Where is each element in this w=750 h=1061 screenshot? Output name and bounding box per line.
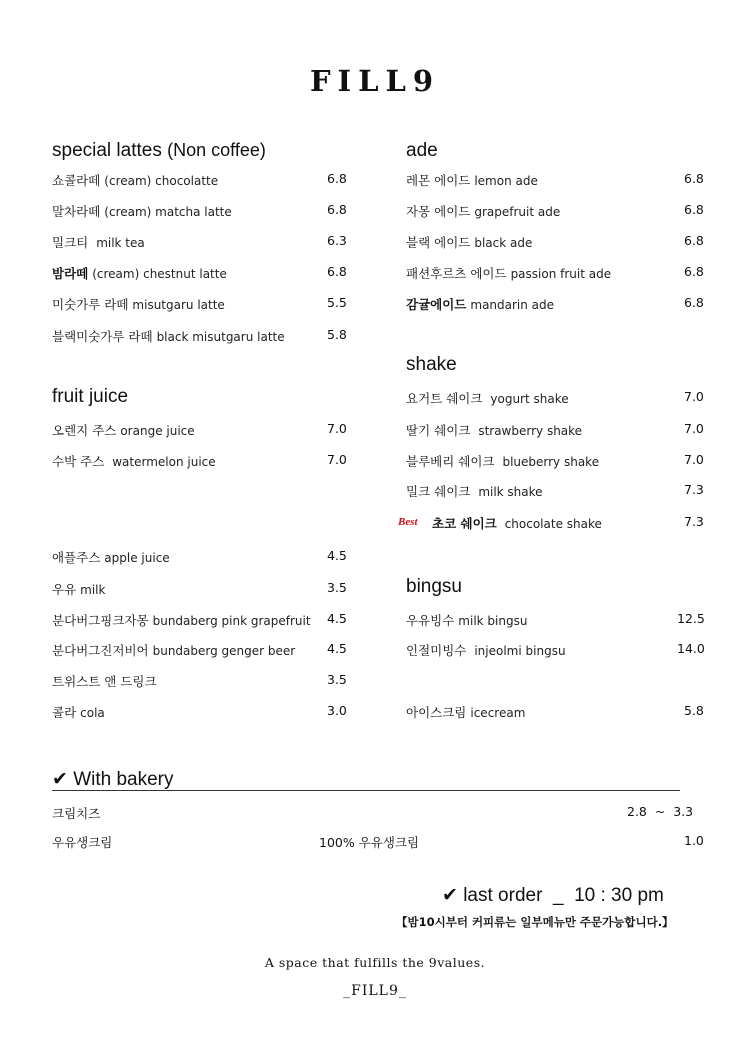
item-ko: 블루베리 쉐이크	[406, 454, 495, 469]
fruit-juice-heading: fruit juice	[52, 386, 129, 407]
item-price: 4.5	[327, 611, 347, 626]
item-en: cola	[80, 706, 105, 720]
item-ko: 트위스트 앤 드링크	[52, 674, 157, 689]
menu-item	[406, 641, 566, 659]
item-ko: 레몬 에이드	[406, 173, 471, 188]
item-en: orange juice	[120, 424, 195, 438]
item-ko: 수박 주스	[52, 454, 105, 469]
bakery-item: 우유생크림	[52, 835, 113, 850]
menu-item	[52, 202, 232, 220]
item-price: 3.0	[327, 703, 347, 718]
item-en: bundaberg genger beer	[152, 644, 296, 658]
item-price: 7.0	[684, 421, 704, 436]
bakery-item: 크림치즈	[52, 806, 101, 821]
check-icon: ✔	[52, 769, 68, 790]
item-en: milk shake	[478, 485, 543, 499]
menu-item	[52, 421, 195, 439]
item-price: 3.5	[327, 580, 347, 595]
menu-item	[406, 202, 560, 220]
tagline: A space that fulfills the 9values.	[264, 955, 486, 970]
item-ko: 밤라떼	[52, 266, 89, 281]
item-en: milk bingsu	[458, 614, 528, 628]
item-en: apple juice	[104, 551, 170, 565]
item-en: grapefruit ade	[474, 205, 561, 219]
item-en: blueberry shake	[502, 455, 600, 469]
menu-item	[406, 264, 611, 282]
ade-heading: ade	[406, 140, 438, 161]
item-price: 1.0	[684, 833, 704, 848]
item-ko: 쇼콜라떼	[52, 173, 101, 188]
item-ko: 딸기 쉐이크	[406, 423, 471, 438]
item-en: (cream) chocolatte	[104, 174, 219, 188]
item-en: injeolmi bingsu	[474, 644, 566, 658]
item-price: 6.8	[327, 264, 347, 279]
item-ko: 콜라	[52, 705, 77, 720]
item-price: 6.8	[684, 171, 704, 186]
item-ko: 우유	[52, 582, 77, 597]
item-price: 6.8	[684, 295, 704, 310]
item-ko: 블랙 에이드	[406, 235, 471, 250]
menu-item	[406, 421, 582, 439]
menu-item	[52, 548, 170, 566]
menu-item	[406, 703, 525, 721]
menu-item	[52, 452, 216, 470]
menu-item	[406, 389, 569, 407]
menu-item	[52, 233, 145, 251]
section-title: special lattes	[52, 140, 162, 161]
item-ko: 밀크티	[52, 235, 89, 250]
item-en: misutgaru latte	[132, 298, 225, 312]
item-en: black misutgaru latte	[156, 330, 285, 344]
item-ko: 인절미빙수	[406, 643, 467, 658]
item-price: 7.0	[684, 452, 704, 467]
item-price: 5.8	[684, 703, 704, 718]
item-price: 7.0	[327, 452, 347, 467]
last-order-text: last order _ 10 : 30 pm	[463, 885, 664, 906]
item-en: milk tea	[96, 236, 145, 250]
menu-item	[52, 672, 157, 690]
item-price: 3.5	[327, 672, 347, 687]
last-order	[442, 884, 664, 907]
menu-item	[406, 452, 599, 470]
item-en: bundaberg pink grapefruit	[152, 614, 311, 628]
bakery-note: 100% 우유생크림	[319, 835, 420, 850]
item-price: 6.8	[327, 202, 347, 217]
footer-brand: _FILL9_	[343, 983, 407, 999]
item-ko: 밀크 쉐이크	[406, 484, 471, 499]
notice: 【밤10시부터 커피류는 일부메뉴만 주문가능합니다.】	[396, 915, 674, 929]
item-price: 4.5	[327, 641, 347, 656]
item-ko: 자몽 에이드	[406, 204, 471, 219]
item-ko: 애플주스	[52, 550, 101, 565]
item-price: 6.8	[684, 233, 704, 248]
item-en: black ade	[474, 236, 533, 250]
item-ko: 아이스크림	[406, 705, 467, 720]
menu-item	[432, 514, 602, 532]
bakery-heading	[52, 768, 174, 791]
item-price: 6.8	[684, 264, 704, 279]
item-ko: 우유빙수	[406, 613, 455, 628]
item-price: 7.0	[327, 421, 347, 436]
check-icon: ✔	[442, 885, 458, 906]
item-ko: 분다버그진저비어	[52, 643, 149, 658]
best-badge: Best	[398, 516, 418, 528]
bingsu-heading: bingsu	[406, 576, 462, 597]
menu-item	[52, 611, 311, 629]
special-lattes-heading	[52, 140, 266, 162]
item-ko: 감귤에이드	[406, 297, 467, 312]
item-ko: 초코 쉐이크	[432, 516, 497, 531]
item-en: passion fruit ade	[510, 267, 612, 281]
menu-item	[406, 482, 543, 500]
item-price: 7.3	[684, 514, 704, 529]
menu-item	[52, 703, 105, 721]
menu-item	[406, 295, 554, 313]
item-price: 5.8	[327, 327, 347, 342]
menu-item	[406, 611, 527, 629]
item-en: watermelon juice	[112, 455, 216, 469]
item-en: (cream) chestnut latte	[92, 267, 227, 281]
item-price: 5.5	[327, 295, 347, 310]
item-en: lemon ade	[474, 174, 538, 188]
item-ko: 패션후르츠 에이드	[406, 266, 507, 281]
item-ko: 말차라떼	[52, 204, 101, 219]
section-subtitle: (Non coffee)	[167, 140, 266, 160]
item-ko: 블랙미숫가루 라떼	[52, 329, 153, 344]
item-price: 6.8	[684, 202, 704, 217]
menu-item	[52, 641, 295, 659]
item-en: (cream) matcha latte	[104, 205, 232, 219]
bakery-title: With bakery	[73, 769, 174, 790]
divider	[52, 790, 680, 791]
item-price: 2.8 ~ 3.3	[627, 804, 694, 819]
item-ko: 분다버그핑크자몽	[52, 613, 149, 628]
item-price: 12.5	[677, 611, 705, 626]
item-price: 7.0	[684, 389, 704, 404]
menu-item	[52, 327, 285, 345]
item-price: 14.0	[677, 641, 705, 656]
shake-heading: shake	[406, 354, 457, 375]
item-en: milk	[80, 583, 106, 597]
menu-item	[406, 171, 538, 189]
item-ko: 미숫가루 라떼	[52, 297, 129, 312]
item-price: 6.8	[327, 171, 347, 186]
item-price: 6.3	[327, 233, 347, 248]
menu-item	[52, 264, 227, 282]
item-en: yogurt shake	[490, 392, 569, 406]
menu-item	[52, 295, 225, 313]
logo: FILL9	[309, 64, 441, 98]
item-en: chocolate shake	[504, 517, 602, 531]
item-en: icecream	[470, 706, 526, 720]
item-ko: 오렌지 주스	[52, 423, 117, 438]
item-price: 7.3	[684, 482, 704, 497]
menu-item	[52, 171, 218, 189]
item-en: mandarin ade	[470, 298, 555, 312]
item-ko: 요거트 쉐이크	[406, 391, 483, 406]
item-en: strawberry shake	[478, 424, 583, 438]
item-price: 4.5	[327, 548, 347, 563]
menu-item	[406, 233, 532, 251]
menu-item	[52, 580, 105, 598]
